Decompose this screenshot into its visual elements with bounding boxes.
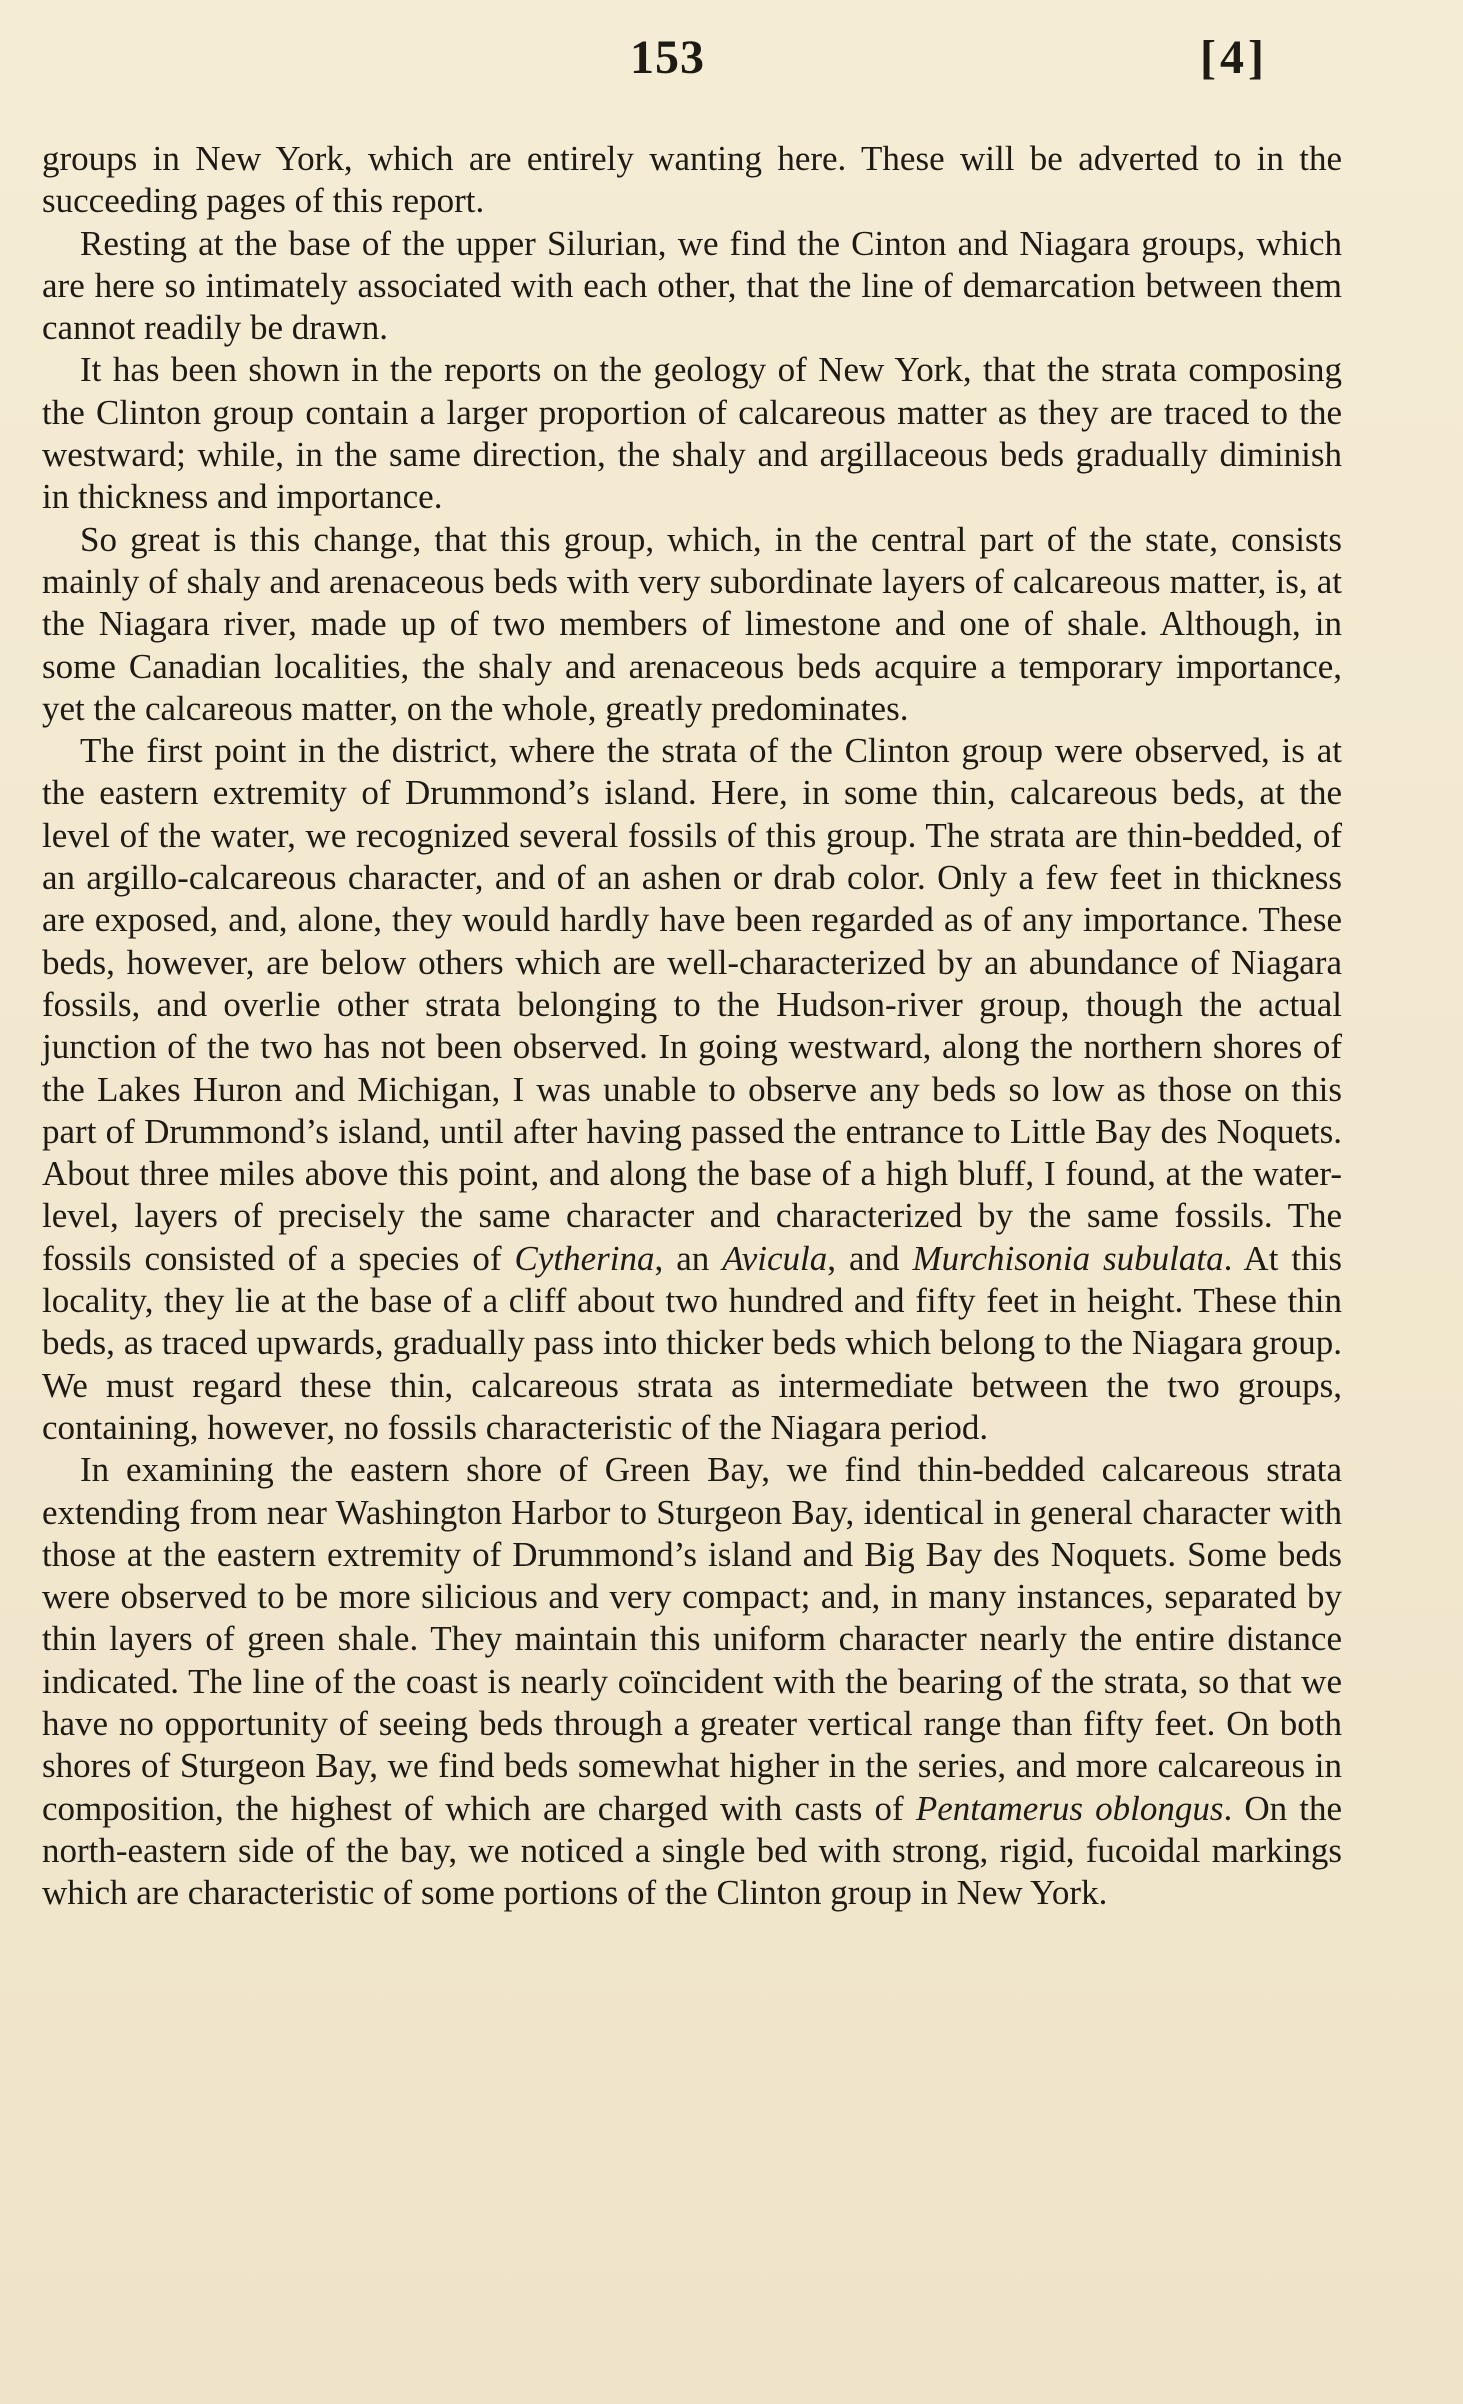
report-number: [4] <box>1200 31 1268 84</box>
paragraph-6-text-1: In examining the eastern shore of Green Bay, we find thin-bedded calcareous strata extending from near Washington Harbor to Sturgeon Bay, identical in general character with those at the eastern extremity of Drummond’s island and Big Bay des Noquets. Some beds were observed to be more silicious and very compact; and, in many instances, separated by thin layers of green shale. They maintain this uniform character nearly the entire distance indicated. The line of the coast is nearly coïncident with the bearing of the strata, so that we have no opportunity of seeing beds through a greater vertical range than fifty feet. On both shores of Sturgeon Bay, we find beds somewhat higher in the series, and more calcareous in composition, the highest of which are charged with casts of <box>42 1450 1342 1828</box>
paragraph-5-text-4: . At this locality, they lie at the base of a cliff about two hundred and fifty feet in height. These thin beds, as traced upwards, gradually pass into thicker beds which belong to the Niagara group. We must regard these thin, calcareous strata as intermediate between the two groups, containing, however, no fossils characteristic of the Niagara period. <box>42 1238 1342 1447</box>
paragraph-2: Resting at the base of the upper Silurian, we find the Cinton and Niagara groups, which are here so intimately associated with each other, that the line of demarcation between them cannot readily be drawn. <box>42 223 1342 348</box>
paragraph-4: So great is this change, that this group, which, in the central part of the state, consists mainly of shaly and arenaceous beds with very subordinate layers of calcareous matter, is, at the Niagara river, made up of two members of limestone and one of shale. Although, in some Canadian localities, the shaly and arenaceous beds acquire a temporary importance, yet the calcareous matter, on the whole, greatly predominates. <box>42 519 1342 728</box>
taxon-avicula: Avicula <box>722 1238 828 1278</box>
page-number: 153 <box>630 31 705 84</box>
body-text <box>42 138 1342 1914</box>
paragraph-1: groups in New York, which are entirely wanting here. These will be adverted to in the succeeding pages of this report. <box>42 139 1342 221</box>
paragraph-5-text-1: The first point in the district, where the strata of the Clinton group were observed, is at the eastern extremity of Drummond’s island. Here, in some thin, calcareous beds, at the level of the water, we recognized several fossils of this group. The strata are thin-bedded, of an argillo-calcareous character, and of an ashen or drab color. Only a few feet in thickness are exposed, and, alone, they would hardly have been regarded as of any importance. These beds, however, are below others which are well-characterized by an abundance of Niagara fossils, and overlie other strata belonging to the Hudson-river group, though the actual junction of the two has not been observed. In going westward, along the northern shores of the Lakes Huron and Michigan, I was unable to observe any beds so low as those on this part of Drummond’s island, until after having passed the entrance to Little Bay des Noquets. About three miles above this point, and along the base of a high bluff, I found, at the water-level, layers of precisely the same character and characterized by the same fossils. The fossils consisted of a species of <box>42 731 1342 1278</box>
paragraph-5-text-3: , and <box>827 1238 913 1278</box>
paragraph-3: It has been shown in the reports on the geology of New York, that the strata composing the Clinton group contain a larger proportion of calcareous matter as they are traced to the westward; while, in the same direction, the shaly and argillaceous beds gradually diminish in thickness and importance. <box>42 350 1342 517</box>
taxon-cytherina: Cytherina <box>514 1238 655 1278</box>
paragraph-6 <box>42 1449 1342 1914</box>
taxon-pentamerus: Pentamerus oblongus <box>915 1788 1224 1828</box>
paragraph-5 <box>42 730 1342 1449</box>
paragraph-6-text-2: . On the north-eastern side of the bay, we noticed a single bed with strong, rigid, fucoidal markings which are characteristic of some portions of the Clinton group in New York. <box>42 1788 1342 1913</box>
page-header <box>0 22 1463 92</box>
paragraph-5-text-2: , an <box>654 1238 723 1278</box>
taxon-murchisonia: Murchisonia subulata <box>912 1238 1224 1278</box>
